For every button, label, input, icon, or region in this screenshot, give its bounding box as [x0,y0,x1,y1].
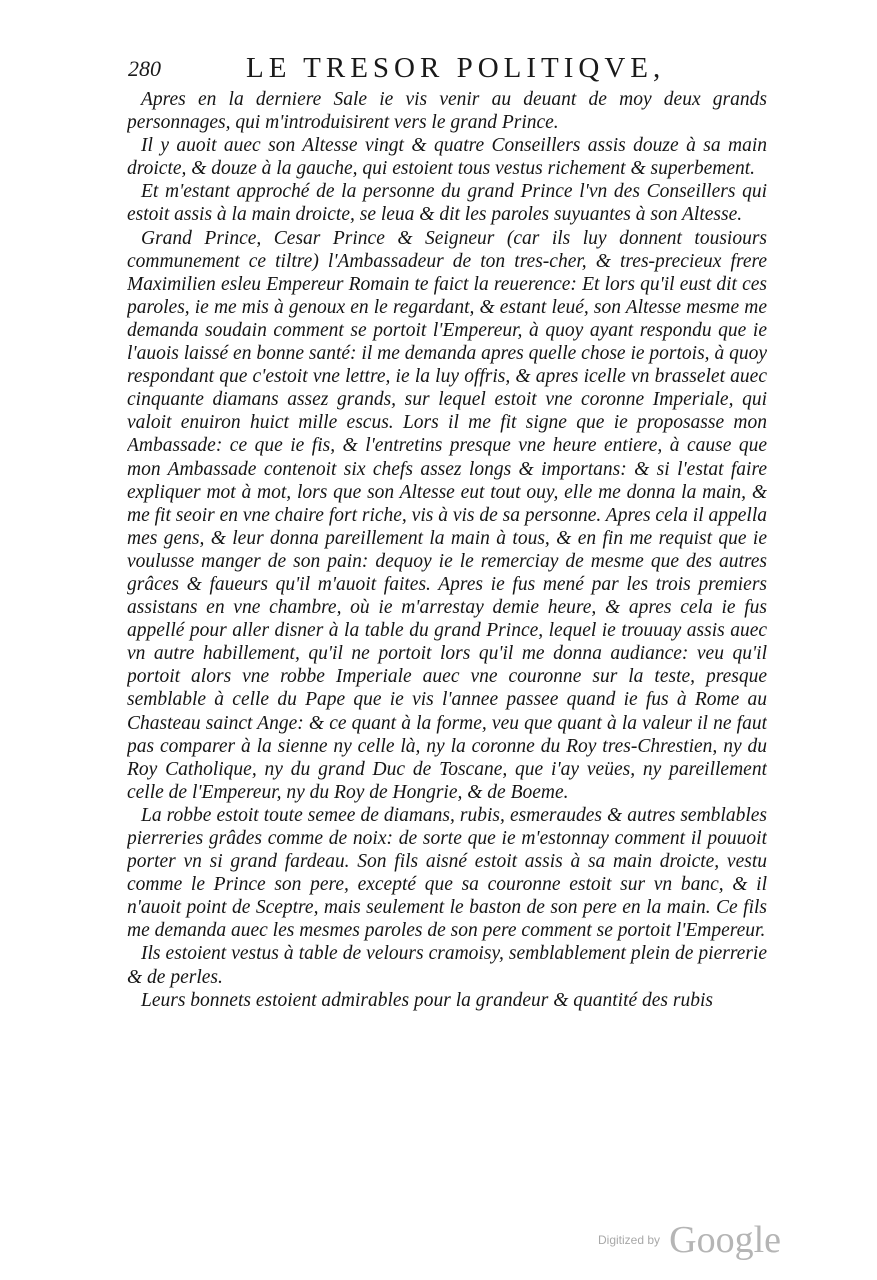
paragraph: Il y auoit auec son Altesse vingt & quatre Conseillers assis douze à sa main droicte, & douze à la gauche, qui estoient tous vestus richement & superbement. [127,135,767,180]
digitized-label: Digitized by [598,1233,661,1247]
running-title: LE TRESOR POLITIQVE, [246,52,666,84]
paragraph: La robbe estoit toute semee de diamans, rubis, esmeraudes & autres semblables pierreries grâdes comme de noix: de sorte que ie m'estonnay comment il pouuoit porter vn si grand fardeau. Son fils aisné estoit assis à sa main droicte, vestu comme le Prince son pere, excepté que sa couronne estoit sur vn banc, & il n'auoit point de Sceptre, mais seulement le baston de son pere en la main. Ce fils me demanda auec les mesmes paroles de son pere comment se portoit l'Empereur. [127,804,767,942]
paragraph: Apres en la derniere Sale ie vis venir au deuant de moy deux grands personnages, qui m'introduisirent vers le grand Prince. [127,89,767,134]
google-logo: Google [669,1219,781,1261]
paragraph: Leurs bonnets estoient admirables pour la grandeur & quantité des rubis [141,989,713,1011]
paragraph: Et m'estant approché de la personne du grand Prince l'vn des Conseillers qui estoit assis à la main droicte, se leua & dit les paroles suyuantes à son Altesse. [127,181,767,226]
paragraph: Ils estoient vestus à table de velours cramoisy, semblablement plein de pierrerie & de perles. [127,943,767,988]
digitized-watermark [598,1218,781,1261]
page-number: 280 [128,56,161,81]
body-text [127,88,767,1128]
running-head [128,52,778,86]
paragraph: Grand Prince, Cesar Prince & Seigneur (car ils luy donnent tousiours communement ce tiltre) l'Ambassadeur de ton tres-cher, & tres-precieux frere Maximilien esleu Empereur Romain te faict la reuerence: Et lors qu'il eust dit ces paroles, ie me mis à genoux en le regardant, & estant leué, son Altesse mesme me demanda soudain comment se portoit l'Empereur, à quoy ayant respondu que ie l'auois laissé en bonne santé: il me demanda apres quelle chose ie portois, à quoy respondant que c'estoit vne lettre, ie la luy offris, & apres icelle vn brasselet auec cinquante diamans assez grands, sur lequel estoit vne coronne Imperiale, qui valoit enuiron huict mille escus. Lors il me fit signe que ie proposasse mon Ambassade: ce que ie fis, & l'entretins presque vne heure entiere, à cause que mon Ambassade contenoit six chefs assez longs & importans: & si l'estat faire expliquer mot à mot, lors que son Altesse eut tout ouy, elle me donna la main, & me fit seoir en vne chaire fort riche, vis à vis de sa personne. Apres cela il appella mes gens, & leur donna pareillement la main à tous, & en fin me requist que ie voulusse manger de son pain: dequoy ie le remerciay de mesme que des autres grâces & faueurs qu'il m'auoit faites. Apres ie fus mené par les trois premiers assistans en vne chambre, où ie m'arrestay demie heure, & apres cela ie fus appellé pour aller disner à la table du grand Prince, lequel ie trouuay assis auec vn autre habillement, qu'il ne portoit lors qu'il me donna audiance: veu qu'il portoit alors vne robbe Imperiale auec vne couronne sur la teste, presque semblable à celle du Pape que ie vis l'annee passee quand ie fus à Rome au Chasteau sainct Ange: & ce quant à la forme, veu que quant à la valeur il ne faut pas comparer à la sienne ny celle là, ny la coronne du Roy tres-Chrestien, ny du Roy Catholique, ny du grand Duc de Toscane, que i'ay veües, ny pareillement celle de l'Empereur, ny du Roy de Hongrie, & de Boeme. [127,227,767,803]
